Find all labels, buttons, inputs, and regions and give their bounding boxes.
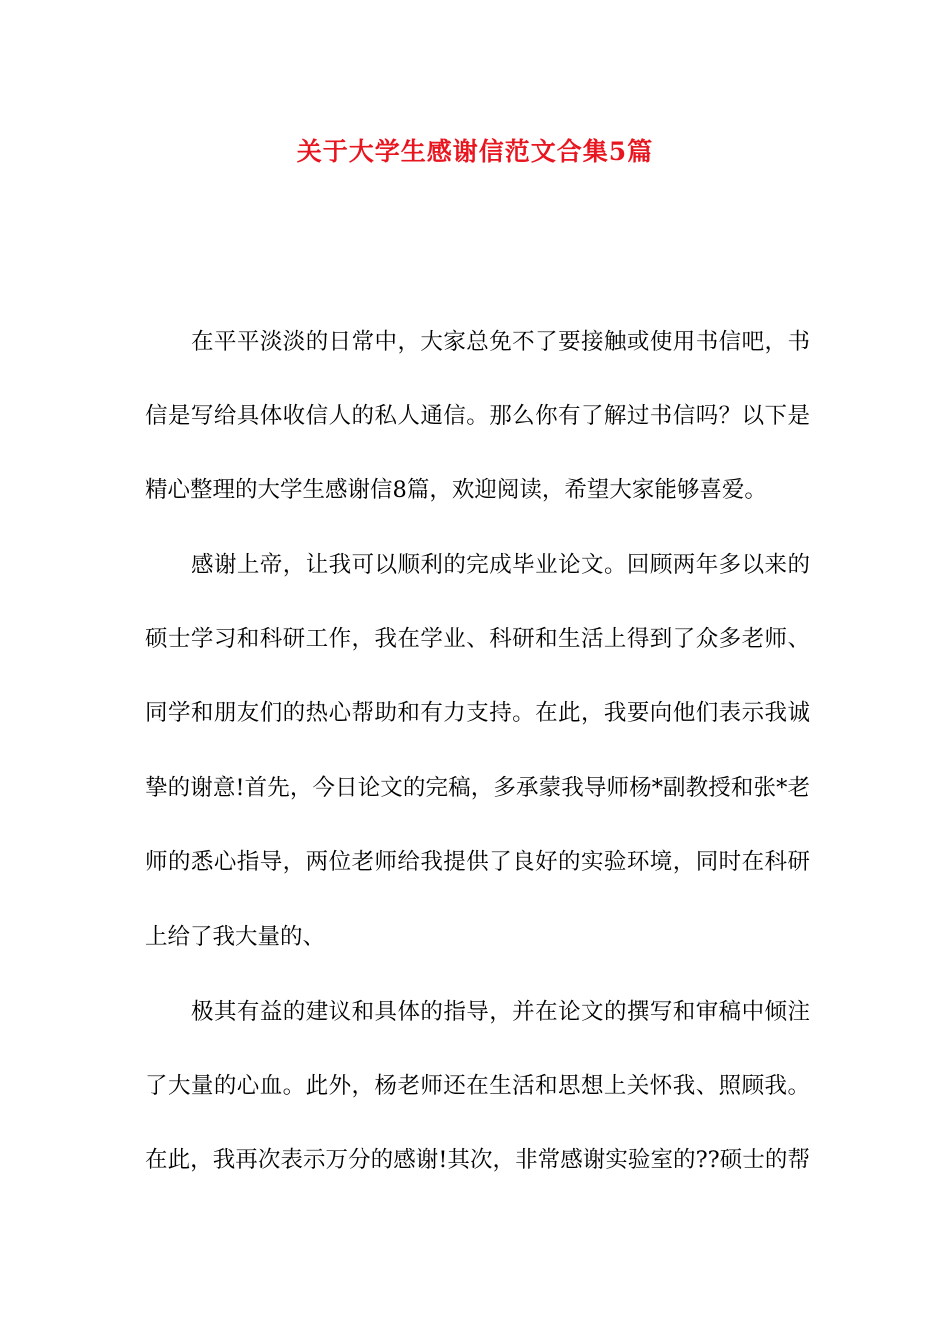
paragraph-line: 在平平淡淡的日常中，大家总免不了要接触或使用书信吧，书 [191,329,810,355]
paragraph-line: 上给了我大量的、 [145,924,326,950]
paragraph-line: 了大量的心血。此外，杨老师还在生活和思想上关怀我、照顾我。 [145,1073,810,1099]
paragraph-line: 师的悉心指导，两位老师给我提供了良好的实验环境，同时在科研 [145,849,810,875]
paragraph-line: 挚的谢意!首先，今日论文的完稿，多承蒙我导师杨*副教授和张*老 [145,775,810,801]
paragraph-line: 感谢上帝，让我可以顺利的完成毕业论文。回顾两年多以来的 [191,552,810,578]
paragraph-line: 信是写给具体收信人的私人通信。那么你有了解过书信吗？以下是 [145,403,810,429]
paragraph-line: 精心整理的大学生感谢信8篇，欢迎阅读，希望大家能够喜爱。 [145,477,767,503]
paragraph-line: 在此，我再次表示万分的感谢!其次，非常感谢实验室的??硕士的帮 [145,1147,810,1173]
paragraph-line: 硕士学习和科研工作，我在学业、科研和生活上得到了众多老师、 [145,626,810,652]
document-title: 关于大学生感谢信范文合集5篇 [296,137,654,166]
paragraph-line: 极其有益的建议和具体的指导，并在论文的撰写和审稿中倾注 [191,999,810,1025]
paragraph-line: 同学和朋友们的热心帮助和有力支持。在此，我要向他们表示我诚 [145,700,810,726]
